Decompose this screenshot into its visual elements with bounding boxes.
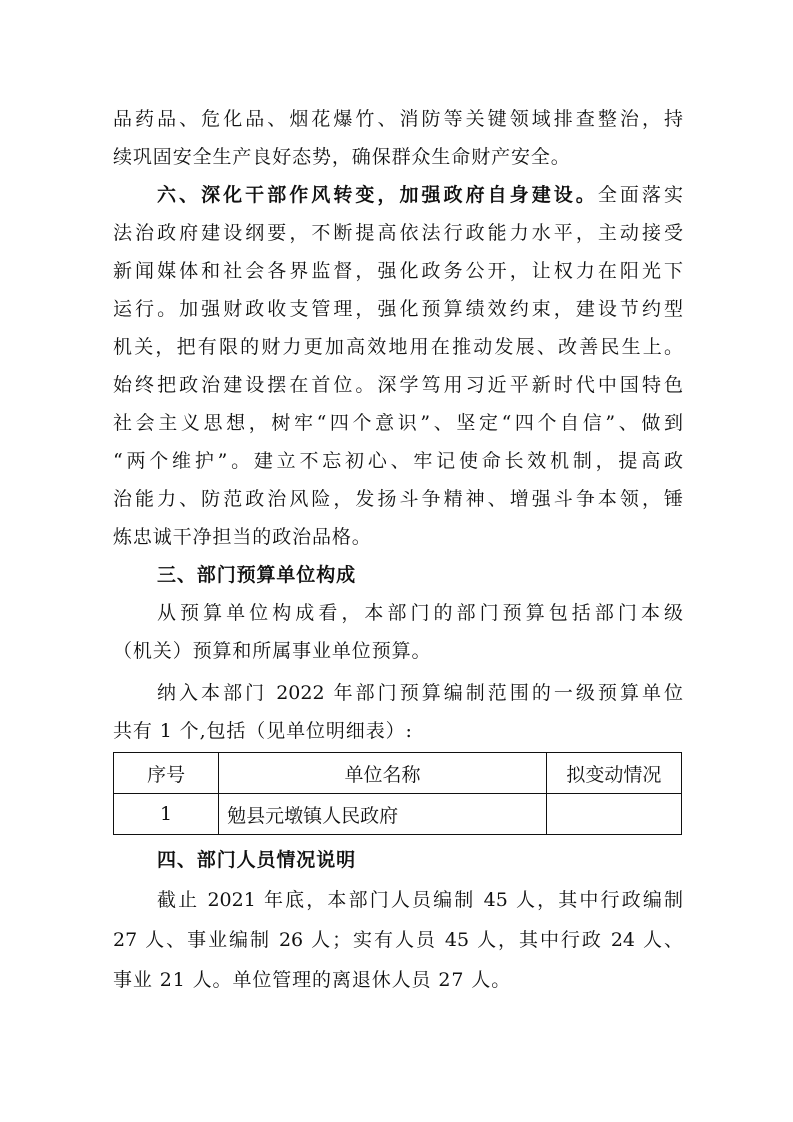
body-text-line: 治能力、防范政治风险，发扬斗争精神、增强斗争本领，锤	[113, 488, 683, 510]
section-six-first-line	[157, 183, 683, 207]
section-three-heading: 三、部门预算单位构成	[157, 564, 357, 586]
body-text-line: 机关，把有限的财力更加高效地用在推动发展、改善民生上。	[113, 336, 683, 358]
section-four-heading: 四、部门人员情况说明	[157, 849, 357, 871]
cell-index: 1	[114, 794, 219, 835]
body-text-line: 新闻媒体和社会各界监督，强化政务公开，让权力在阳光下	[113, 260, 683, 282]
body-text-line: 始终把政治建设摆在首位。深学笃用习近平新时代中国特色	[113, 374, 683, 396]
section-six-heading: 六、深化干部作风转变，加强政府自身建设。	[157, 184, 598, 206]
body-text: 全面落实	[597, 184, 683, 206]
body-text-line: 法治政府建设纲要，不断提高依法行政能力水平，主动接受	[113, 222, 683, 244]
unit-detail-table	[113, 752, 682, 835]
body-text-line: 社会主义思想，树牢“四个意识”、坚定“四个自信”、做到	[113, 412, 683, 434]
column-header-index: 序号	[114, 753, 219, 794]
body-text-line: （机关）预算和所属事业单位预算。	[113, 640, 432, 662]
cell-unit-name: 勉县元墩镇人民政府	[219, 794, 547, 835]
body-text-line: 从预算单位构成看，本部门的部门预算包括部门本级	[157, 602, 683, 624]
body-text-line: 27 人、事业编制 26 人；实有人员 45 人，其中行政 24 人、	[113, 929, 683, 951]
body-text-line: 共有 1 个,包括（见单位明细表）:	[113, 720, 413, 742]
table-row	[114, 794, 682, 835]
body-text-line: 事业 21 人。单位管理的离退休人员 27 人。	[113, 969, 512, 991]
body-text-line: 运行。加强财政收支管理，强化预算绩效约束，建设节约型	[113, 298, 683, 320]
table-header-row	[114, 753, 682, 794]
cell-change	[546, 794, 681, 835]
column-header-unit-name: 单位名称	[219, 753, 547, 794]
body-text-line: 品药品、危化品、烟花爆竹、消防等关键领域排查整治，持	[113, 108, 683, 130]
body-text-line: 截止 2021 年底，本部门人员编制 45 人，其中行政编制	[157, 889, 683, 911]
body-text-line: 续巩固安全生产良好态势，确保群众生命财产安全。	[113, 146, 571, 168]
column-header-change: 拟变动情况	[546, 753, 681, 794]
body-text-line: 纳入本部门 2022 年部门预算编制范围的一级预算单位	[157, 682, 683, 704]
body-text-line: 炼忠诚干净担当的政治品格。	[113, 526, 372, 548]
body-text-line: “两个维护”。建立不忘初心、牢记使命长效机制，提高政	[113, 450, 683, 472]
